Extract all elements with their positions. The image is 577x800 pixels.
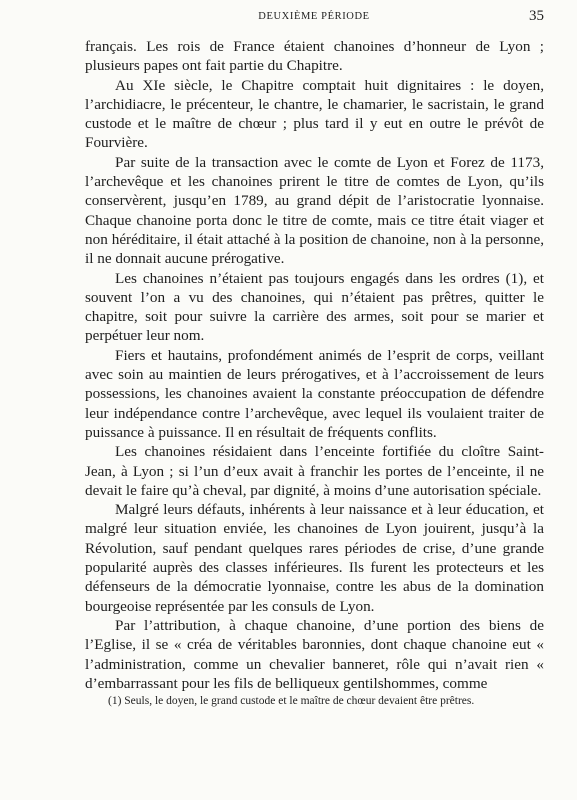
body-text: [85, 37, 544, 693]
paragraph-dignitaries: Au XIe siècle, le Chapitre comptait huit dignitaires : le doyen, l’archidiacre, le précenteur, le chantre, le chamarier, le sacristain, le grand custode et le maître de chœur ; plus tard il y eut en outre le prévôt de Fourvière.: [85, 76, 544, 152]
paragraph-cloister: Les chanoines résidaient dans l’enceinte fortifiée du cloître Saint-Jean, à Lyon ; si l’un d’eux avait à franchir les portes de l’enceinte, il ne devait le faire qu’à cheval, par dignité, à moins d’une autorisation spéciale.: [85, 443, 544, 499]
footnote: (1) Seuls, le doyen, le grand custode et le maître de chœur devaient être prêtres.: [108, 695, 475, 707]
running-head: [84, 8, 544, 27]
paragraph-text-before-note: Les chanoines n’étaient pas toujours engagés dans les ordres: [115, 269, 506, 287]
footnote-reference: (1): [505, 269, 524, 287]
paragraph-popularity: Malgré leurs défauts, inhérents à leur naissance et à leur éducation, et malgré leur situation enviée, les chanoines de Lyon jouirent, jusqu’à la Révolution, sauf pendant quelques rares périodes de crise, d’une grande popularité auprès des classes inférieures. Ils furent les protecteurs et les défenseurs de la démocratie lyonnaise, contre les abus de la domination bourgeoise représentée par les consuls de Lyon.: [85, 501, 544, 615]
paragraph-text-after-note: , et souvent l’on a vu des chanoines, qui n’étaient pas prêtres, quitter le chapitre, soit pour suivre la carrière des armes, soit pour se marier et perpétuer leur nom.: [85, 269, 544, 345]
page-number: 35: [529, 8, 544, 24]
paragraph-continuation: français. Les rois de France étaient chanoines d’honneur de Lyon ; plusieurs papes ont fait partie du Chapitre.: [85, 38, 544, 75]
paragraph-counts-title: Par suite de la transaction avec le comte de Lyon et Forez de 1173, l’archevêque et les chanoines prirent le titre de comtes de Lyon, qu’ils conservèrent, jusqu’en 1789, au grand dépit de l’aristocratie lyonnaise. Chaque chanoine porta donc le titre de comte, mais ce titre était viager et non héréditaire, il était attaché à la position de chanoine, non à la personne, il ne donnait aucune prérogative.: [85, 153, 544, 268]
paragraph-canons-orders: [85, 269, 544, 346]
paragraph-baronnies: Par l’attribution, à chaque chanoine, d’une portion des biens de l’Eglise, il se « créa de véritables baronnies, dont chaque chanoine eut « l’administration, comme un chevalier banneret, rôle qui n’avait rien « d’embarrassant pour les fils de belliqueux gentilshommes, comme: [85, 616, 544, 692]
running-title: DEUXIÈME PÉRIODE: [258, 11, 370, 22]
paragraph-independence: Fiers et hautains, profondément animés de l’esprit de corps, veillant avec soin au maintien de leurs prérogatives, et à l’accroissement de leurs possessions, les chanoines avaient la constante préoccupation de défendre leur indépendance contre l’archevêque, avec lequel ils voulaient traiter de puissance à puissance. Il en résultait de fréquents conflits.: [85, 346, 544, 441]
